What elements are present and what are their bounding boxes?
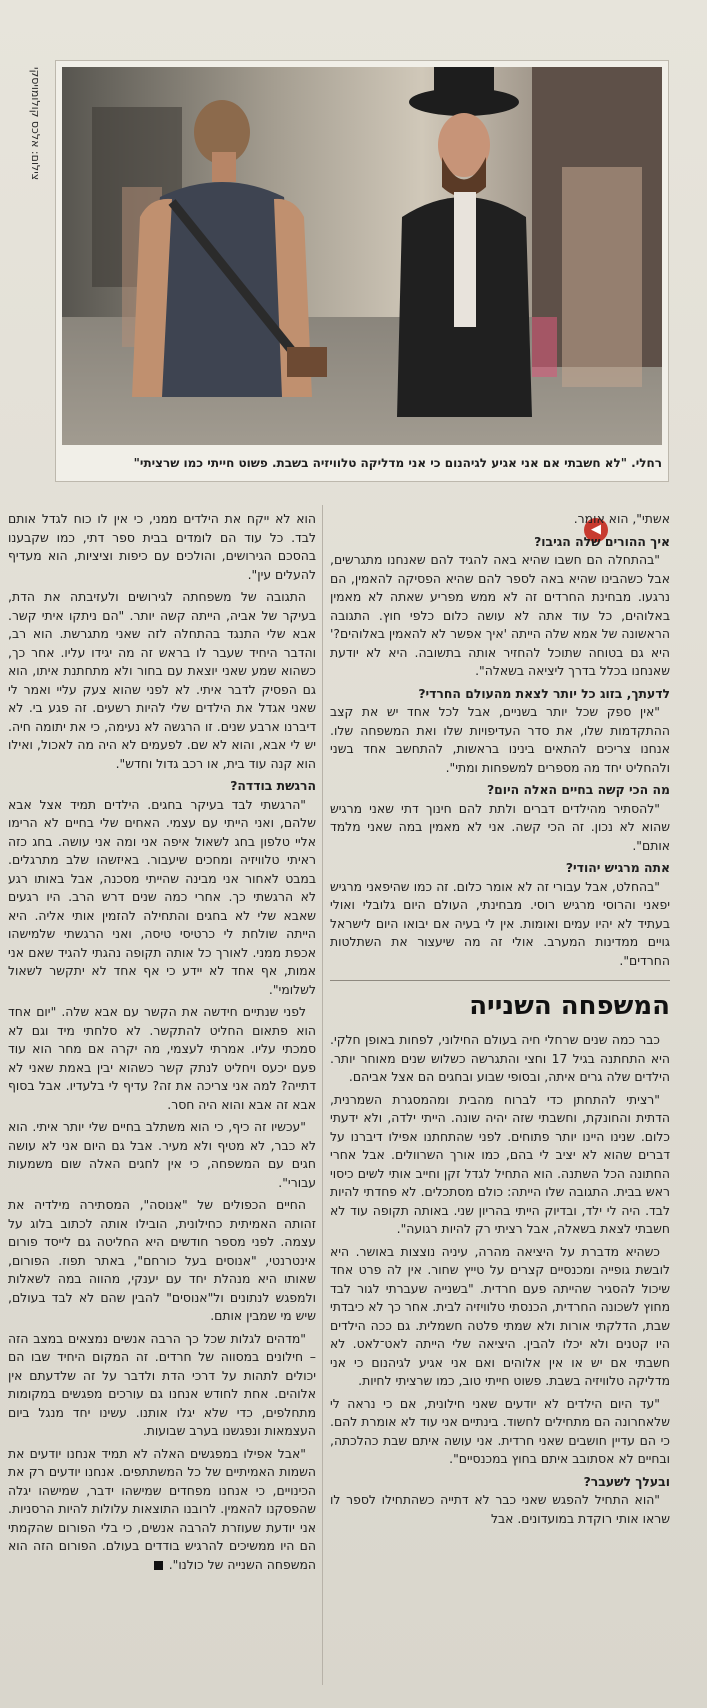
section-heading: המשפחה השנייה	[330, 980, 670, 1023]
arrow-icon: ◀	[584, 518, 608, 542]
article-photo	[62, 67, 662, 445]
article-left-column	[8, 510, 316, 1690]
interview-question: לדעתך, בזוג כל יותר לצאת מהעולם החרדי?	[418, 685, 670, 701]
interview-question: אתה מרגיש יהודי?	[565, 860, 670, 875]
interview-question: ובעלך לשעבר?	[583, 1473, 670, 1489]
paragraph: "אין ספק שכל יותר בשניים, אבל לכל אחד יש את קצב ההתקדמות שלו, את סדר העדיפויות שלו ואת המשפחה שלו. אנחנו צריכים להתאים בינינו בראשות, להתחשב אחד בשני ולהחליט יחד מה מספרים למשפחות ומתי".	[330, 704, 670, 775]
paragraph: "מדהים לגלות שכל כך הרבה אנשים נמצאים במצב הזה – חילונים במסווה של חרדים. זה המקום היחיד שבו הם יכולים לתהות על דרכי הדת ולדבר על זה שלדעתם אין אלוהים. אחת לחודש אנחנו גם עורכים מפגשים במקומות מתחלפים, כדי שלא יגלו אותנו. עשינו יחד מנגל ביום העצמאות ונפגשנו בערב שבועות.	[8, 1330, 316, 1438]
end-mark-icon	[154, 1561, 163, 1570]
interview-question: מה הכי קשה בחיים האלה היום?	[486, 782, 670, 797]
photo-frame	[29, 60, 669, 482]
paragraph: החיים הכפולים של "אנוסה", המסתירה מילדיה את זהותה האמיתית כחילונית, הובילו אותה לכתוב בלוג על עצמה. לפני מספר חודשים היא החליטה גם לייסד פורום אינטרנטי, "אנוסים בעל כורחם", באתר תפוז. הפורום, שאותו היא מנהלת יחד עם יענקי, מהווה במה לשאלות ולמפגש לנתונים ול"אנוסים" להבין שהם לא לבד בעולם, שיש מי שמבין אותם.	[8, 1197, 316, 1323]
paragraph: "עכשיו זה כיף, כי הוא משתלב בחיים שלי יותר איתי. הוא לא כבר, לא מטיף ולא מעיר. אבל גם היום אני לא עושה חגים עם המשפחה, כי אין לחגים האלה שום משמעות עבורי".	[8, 1119, 316, 1190]
paragraph: התגובה של משפחתה לגירושים ולעזיבתה את הדת, בעיקר של אביה, הייתה קשה יותר. "הם ניתקו איתי קשר. אבא שלי התנגד בהתחלה לזה שאני מתגרשת. הוא רב, והדבר היחיד שעבר לו בראש זה מה יגידו עליו. אחר כך, כשהוא שמע שאני יוצאת עם בחור ולא מתחתנת איתו, הוא גם הפסיק לדבר איתי. לא לפני שהוא צעק עליי ואמר לי שאני אגדל את הילדים שלי להיות רשעים. זה פגע בי. לא דיברנו ארבע שנים. זו הרגשה לא נעימה, כי את יתומה חיה. יש לי אבא, והוא לא שם. לפעמים לא היה מה לאכול, ואילו הוא קנה עוד בית, או רכב גדול וחדש".	[8, 589, 316, 771]
interview-question: איך ההורים שלה הגיבו?	[534, 533, 670, 549]
paragraph: "בהחלט, אבל עבורי זה לא אומר כלום. זה כמו שהיפאני מרגיש יפאני והרוסי מרגיש רוסי. מבחינתי, העולם היום גלובלי ואולי בעתיד לא יהיו עמים ואומות. אין לי בעיה אם יבואו היום לישראל גויים ממדינות המערב. אולי זה מה שיעצור את השתלטות החרדים".	[330, 878, 670, 968]
photo-credit: צילום: אלכס קולומויסקי	[29, 67, 42, 181]
article-right-column	[330, 510, 670, 1690]
paragraph: הוא לא ייקח את הילדים ממני, כי אין לו כוח לגדל אותם לבד. כל עוד הם לומדים בבית ספר דתי, כמו שקבענו בהסכם הגירושים, והולכים עם כיפות וציציות, הוא מעדיף להעלים עין".	[8, 511, 316, 582]
interview-question: הרגשת בודדה?	[230, 778, 316, 793]
paragraph: "רציתי להתחתן כדי לברוח מהבית ומהמסגרת השמרנית, הדתית והחונקת, וחשבתי שזה יהיה שונה. הייתי ילדה, ולא ידעתי כלום. שנינו היינו יותר פתוחים. לפני שהתחתנו אפילו דיברנו על דברים שהוא לא יציב לי בהם, כמו אורך השרוולים. אבל אחרי החתונה הכל השתנה. הוא התחיל לגדל זקן וחייב אותי לשים כיסוי ראש בבית. התגובה שלו הייתה: כולם מסתכלים. לא פחדתי להיות לבד. היה לי ילד, ובדיוק הייתי בהריון שני. באותה תקופה עוד לא חשבתי לצאת בשאלה, אבל רציתי רק להיות רגועה".	[330, 1091, 670, 1236]
paragraph: "הרגשתי לבד בעיקר בחגים. הילדים תמיד אצל אבא שלהם, ואני הייתי עם עצמי. האחים שלי בחיים לא הרימו אליי טלפון בחג לשאול איפה אני ומה אני עושה. בחג כזה ראיתי טלוויזיה ומחכים שיעבור. באיזשהו שלב מתרגלים. במבט לאחור אני מבינה שהייתי מסכנה, אבל באותו רגע לא הרגשתי כך. אחרי כמה שנים דרש הרב. היו רגעים שאבא שלי לא בחגים והתחילה להזמין אותי אליה. היא הייתה שולחת לי כרטיסי טיסה, ואני הרגשתי שלמישהו אכפת ממני. לאורך כל אותה תקופה נהגתי להגיד שאם אני אמות, אף אחד לא יידע כי אף אחד לא יתקשר לשאול לשלומי".	[8, 796, 316, 997]
photo-caption: רחלי. "לא חשבתי אם אני אגיע לגיהנום כי אני מדליקה טלוויזיה בשבת. פשוט חייתי כמו שרציתי"	[133, 456, 662, 470]
paragraph: כשהיא מדברת על היציאה מהרה, עיניה נוצצות באושר. היא לובשת גופייה ומכנסיים קצרים על טייץ שחור. אין לה פרט אחד שיכול להסגיר שהייתה פעם חרדית. "בשנייה שעברתי לגור לבד מחוץ לשכונה החרדית, הכנסתי טלוויזיה לבית. אחר כך לא כיבדתי שבת, הדלקתי אורות ולא שמתי פלטה חשמלית. גם ככה הילדים היו קטנים ולא יכלו להבין. היציאה שלי הייתה לאט־לאט. לא חשבתי אם יש או אין אלוהים ואם אני אגיע לגיהנום כי אני מדליקה טלוויזיה בשבת. פשוט חייתי טוב, כמו שרציתי לחיות.	[330, 1243, 670, 1388]
paragraph: לפני שנתיים חידשה את הקשר עם אבא שלה. "יום אחד הוא פתאום החליט להתקשר. לא סלחתי מיד וגם לא סמכתי עליו. אמרתי לעצמי, מה יקרה אם מחר הוא עוד פעם יכעס ויחליט לנתק קשר כשהוא יבין באמת שאני לא דתייה? למה אני צריכה את זה? עדיף לי בלעדיו. אבל בסוף אבא זה אבא והוא היה חסר.	[8, 1004, 316, 1112]
paragraph-text: "אבל אפילו במפגשים האלה לא תמיד אנחנו יודעים את השמות האמיתיים של כל המשתתפים. אנחנו יודעים רק את הכינויים, כי אנחנו מפחדים שמישהו ידבר, שמישהו יגלה שהפסקנו להאמין. לרובנו התוצאות עלולות להיות הרסניות. אני יודעת שעוזרת להרבה אנשים, כי בלי הפורום שהקמתי הם היו ממשיכים להרגיש בודדים בעולם. הפורום הזה הוא המשפחה השנייה של כולנו".	[8, 1445, 316, 1572]
paragraph: כבר כמה שנים שרחלי חיה בעולם החילוני, לפחות באופן חלקי. היא התחתנה בגיל 17 וחצי והתגרשה כשלוש שנים מאוחר יותר. הילדים שלה גרים איתה, ובסופי שבוע ובחגים הם אצל אביהם.	[330, 1032, 670, 1084]
paragraph: "להסתיר מהילדים דברים ולתת להם חינוך דתי שאני מרגיש שהוא לא נכון. זה הכי קשה. אני לא מאמין במה שאני מלמד אותם".	[330, 800, 670, 853]
paragraph: אשתי", הוא אומר.	[573, 511, 670, 526]
paragraph: "בהתחלה הם חשבו שהיא באה להגיד להם שאנחנו מתגרשים, אבל כשהבינו שהיא באה לספר להם שהיא הפסיקה להאמין, הם נרגעו. מבחינת החרדים זה לא ממש מפריע שאתה לא מאמין באלוהים, כל עוד אתה לא עושה כלום כלפי חוץ. התגובה הראשונה של אמא שלה הייתה 'איך אפשר לא להאמין באלוהים?' היא גם בטוחה שתוכל להחזיר אותה בתשובה. היא לא יודעת שאנחנו בכלל בדרך ליציאה בשאלה".	[330, 552, 670, 678]
paragraph: "הוא התחיל להפגש שאני כבר לא דתייה כשהתחילו לספר לו שראו אותי רוקדת במועדונים. אבל	[330, 1492, 670, 1526]
column-divider	[322, 505, 323, 1685]
paragraph	[8, 1445, 316, 1575]
paragraph: "עד היום הילדים לא יודעים שאני חילונית, אם כי נראה לי שלאחרונה הם מתחילים לחשוד. בינתיים אני עוד לא אומרת להם. כי הם עדיין חושבים שאני חרדית. אני עושה איתם שבת כהלכתה, ובחיים לא אסתובב איתם בחוץ במכנסיים".	[330, 1395, 670, 1466]
